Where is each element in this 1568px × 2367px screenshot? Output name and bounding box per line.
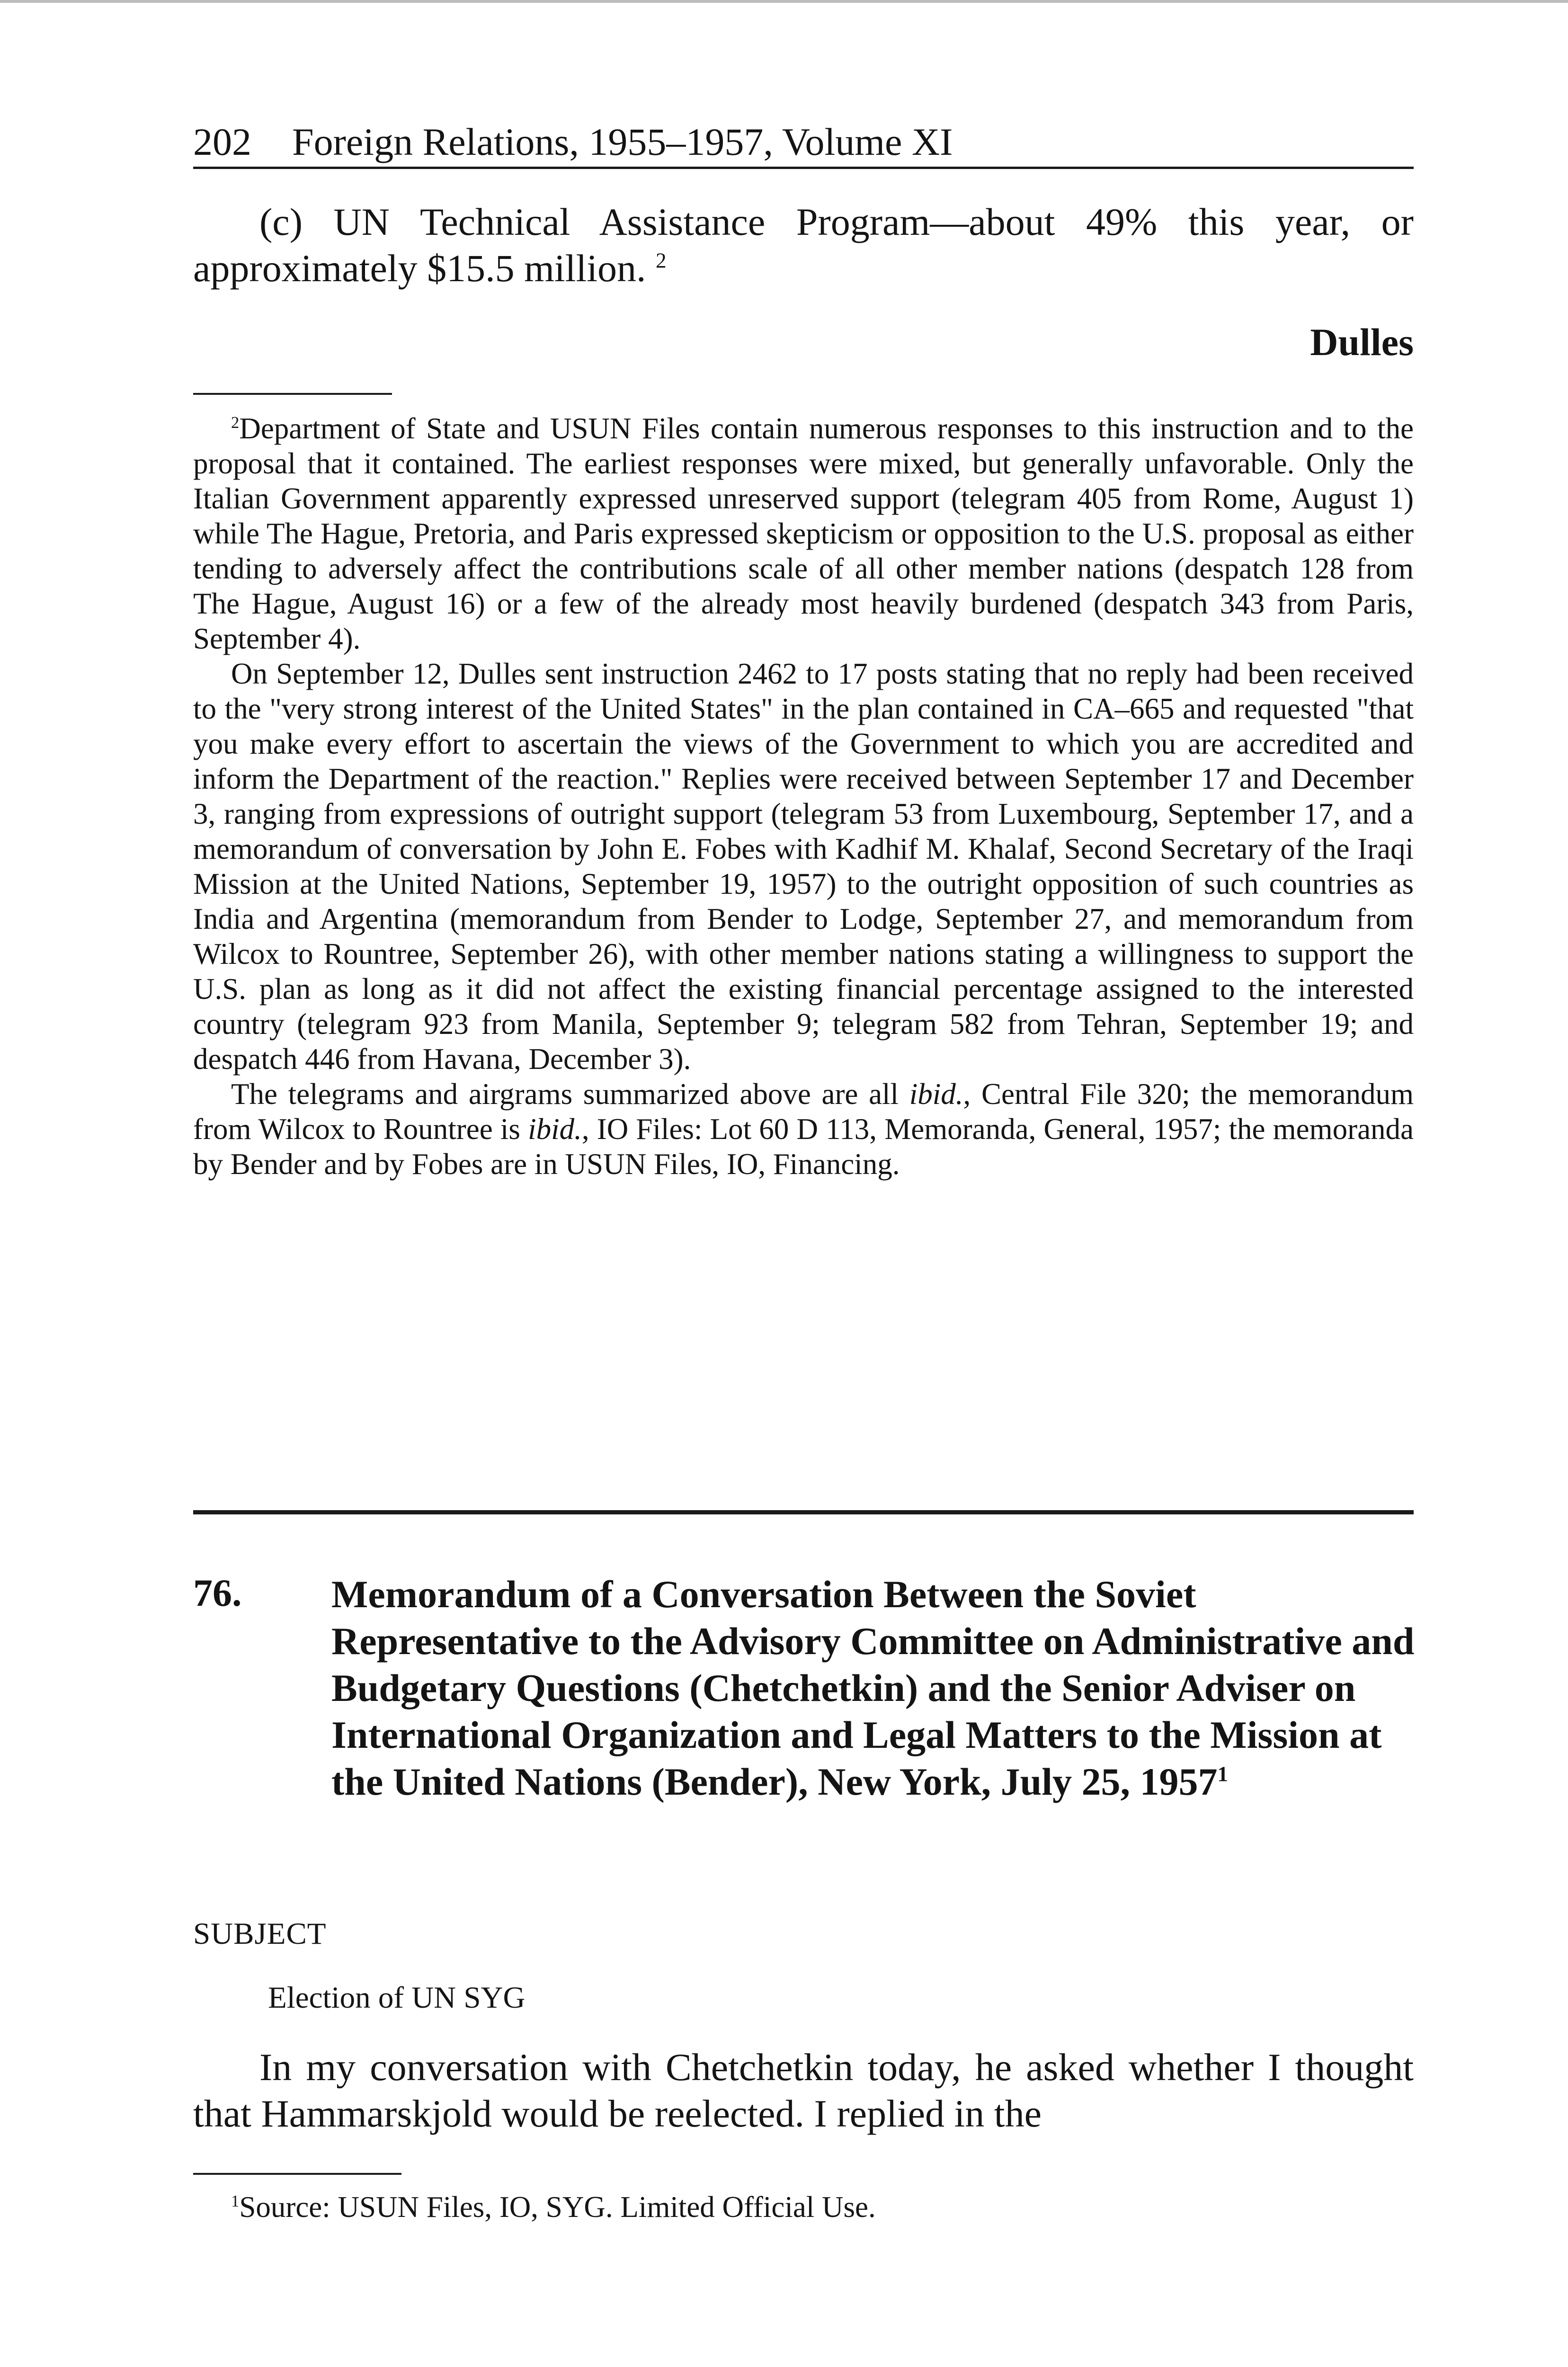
item-c-text: (c) UN Technical Assistance Program—about 49% this year, or approximately $15.5 million. — [193, 200, 1414, 290]
document-number: 76. — [193, 1571, 242, 1614]
footnote-2-paragraph-1: Department of State and USUN Files contain numerous responses to this instruction and to the proposal that it contained. The earliest responses were mixed, but generally unfavorable. Only the Italian Government apparently expressed unreserved support (telegram 405 from Rome, August 1) while The Hague, Pretoria, and Paris expressed skepticism or opposition to the U.S. proposal as either tending to adversely affect the contributions scale of all other member nations (despatch 128 from The Hague, August 16) or a few of the already most heavily burdened (despatch 343 from Paris, September 4). — [193, 412, 1414, 655]
ibid-2: ibid. — [528, 1112, 582, 1146]
footnote-1-rule — [193, 2173, 401, 2175]
footnote-2-paragraph-2: On September 12, Dulles sent instruction 2462 to 17 posts stating that no reply had been received to the "very strong interest of the United States" in the plan contained in CA–665 and requested "that you make every effort to ascertain the views of the Government to which you are accredited and inform the Department of the reaction." Replies were received between September 17 and December 3, ranging from expressions of outright support (telegram 53 from Luxembourg, September 17, and a memorandum of conversation by John E. Fobes with Kadhif M. Khalaf, Second Secretary of the Iraqi Mission at the United Nations, September 19, 1957) to the outright opposition of such countries as India and Argentina (memorandum from Bender to Lodge, September 27, and memorandum from Wilcox to Rountree, September 26), with other member nations stating a willingness to support the U.S. plan as long as it did not affect the existing financial percentage assigned to the interested country (telegram 923 from Manila, September 9; telegram 582 from Tehran, September 19; and despatch 446 from Havana, December 3). — [193, 657, 1414, 1076]
page-number: 202 — [193, 120, 251, 163]
footnote-rule — [193, 393, 392, 395]
footnote-2-paragraph-3b: , Central File 320; the memorandum from Wilcox to Rountree is — [193, 1077, 1414, 1146]
signature: Dulles — [1310, 320, 1414, 364]
document-body-paragraph: In my conversation with Chetchetkin today, he asked whether I thought that Hammarskjold would be reelected. I replied in the — [193, 2046, 1414, 2135]
running-head — [193, 118, 1414, 169]
document-body — [193, 2044, 1414, 2137]
volume-title: Foreign Relations, 1955–1957, Volume XI — [292, 120, 953, 163]
subject-label: SUBJECT — [193, 1917, 327, 1951]
page-edge-rule — [0, 0, 1568, 3]
footnote-2-paragraph-3a: The telegrams and airgrams summarized above are all — [231, 1077, 899, 1111]
section-divider — [193, 1510, 1414, 1514]
footnote-2 — [193, 411, 1414, 1182]
footnote-2-paragraph-3c: , IO Files: Lot 60 D 113, Memoranda, General, 1957; the memoranda by Bender and by Fobes are in USUN Files, IO, Financing. — [193, 1112, 1414, 1181]
footnote-1-text: Source: USUN Files, IO, SYG. Limited Official Use. — [239, 2190, 876, 2224]
footnote-1 — [193, 2189, 1414, 2225]
footnote-ref-1[interactable]: 1 — [1217, 1762, 1229, 1786]
footnote-2-marker: 2 — [231, 414, 240, 432]
document-title-text: Memorandum of a Conversation Between the Soviet Representative to the Advisory Committee on Administrative and Budgetary Questions (Chetchetkin) and the Senior Adviser on International Organization and Legal Matters to the Mission at the United Nations (Bender), New York, July 25, 1957 — [331, 1573, 1415, 1803]
footnote-ref-2[interactable]: 2 — [656, 249, 667, 273]
subject-text: Election of UN SYG — [268, 1981, 526, 2015]
footnote-1-marker: 1 — [231, 2192, 240, 2210]
continuation-text — [193, 199, 1414, 292]
ibid-1: ibid. — [909, 1077, 963, 1111]
document-title — [331, 1571, 1420, 1805]
